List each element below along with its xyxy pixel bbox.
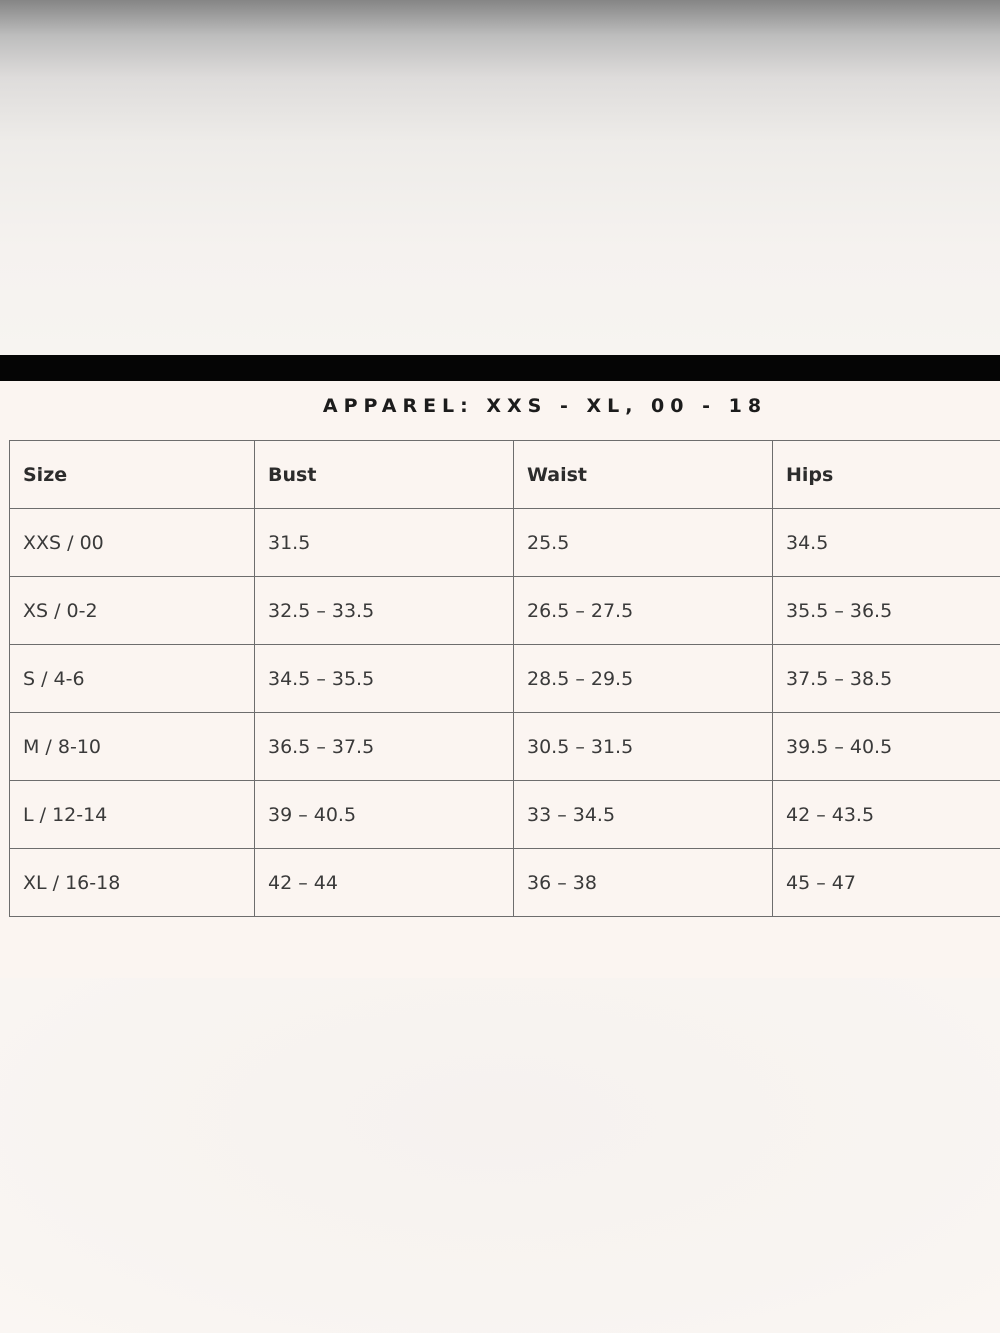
header-waist: Waist bbox=[514, 441, 773, 509]
blurred-background-bottom bbox=[0, 978, 1000, 1333]
header-hips: Hips bbox=[773, 441, 1000, 509]
header-size: Size bbox=[10, 441, 255, 509]
cell-hips: 37.5 – 38.5 bbox=[773, 645, 1000, 713]
cell-bust: 42 – 44 bbox=[255, 849, 514, 917]
cell-bust: 31.5 bbox=[255, 509, 514, 577]
cell-hips: 34.5 bbox=[773, 509, 1000, 577]
table-row bbox=[10, 781, 1000, 849]
cell-bust: 34.5 – 35.5 bbox=[255, 645, 514, 713]
cell-waist: 33 – 34.5 bbox=[514, 781, 773, 849]
table-row bbox=[10, 849, 1000, 917]
cell-size: XXS / 00 bbox=[10, 509, 255, 577]
header-bust: Bust bbox=[255, 441, 514, 509]
cell-size: XL / 16-18 bbox=[10, 849, 255, 917]
cell-waist: 25.5 bbox=[514, 509, 773, 577]
size-chart-title: APPAREL: XXS - XL, 00 - 18 bbox=[322, 395, 768, 417]
cell-waist: 36 – 38 bbox=[514, 849, 773, 917]
cell-waist: 30.5 – 31.5 bbox=[514, 713, 773, 781]
cell-size: XS / 0-2 bbox=[10, 577, 255, 645]
cell-hips: 39.5 – 40.5 bbox=[773, 713, 1000, 781]
cell-hips: 45 – 47 bbox=[773, 849, 1000, 917]
cell-bust: 32.5 – 33.5 bbox=[255, 577, 514, 645]
table-row bbox=[10, 645, 1000, 713]
size-chart-panel bbox=[0, 381, 1000, 978]
cell-bust: 36.5 – 37.5 bbox=[255, 713, 514, 781]
cell-waist: 28.5 – 29.5 bbox=[514, 645, 773, 713]
size-chart-table bbox=[9, 440, 1000, 917]
table-header-row bbox=[10, 441, 1000, 509]
table-row bbox=[10, 509, 1000, 577]
table-row bbox=[10, 577, 1000, 645]
cell-bust: 39 – 40.5 bbox=[255, 781, 514, 849]
cell-hips: 35.5 – 36.5 bbox=[773, 577, 1000, 645]
black-divider-bar bbox=[0, 355, 1000, 381]
table-row bbox=[10, 713, 1000, 781]
cell-size: M / 8-10 bbox=[10, 713, 255, 781]
cell-hips: 42 – 43.5 bbox=[773, 781, 1000, 849]
cell-size: S / 4-6 bbox=[10, 645, 255, 713]
cell-waist: 26.5 – 27.5 bbox=[514, 577, 773, 645]
blurred-background-top bbox=[0, 0, 1000, 355]
cell-size: L / 12-14 bbox=[10, 781, 255, 849]
